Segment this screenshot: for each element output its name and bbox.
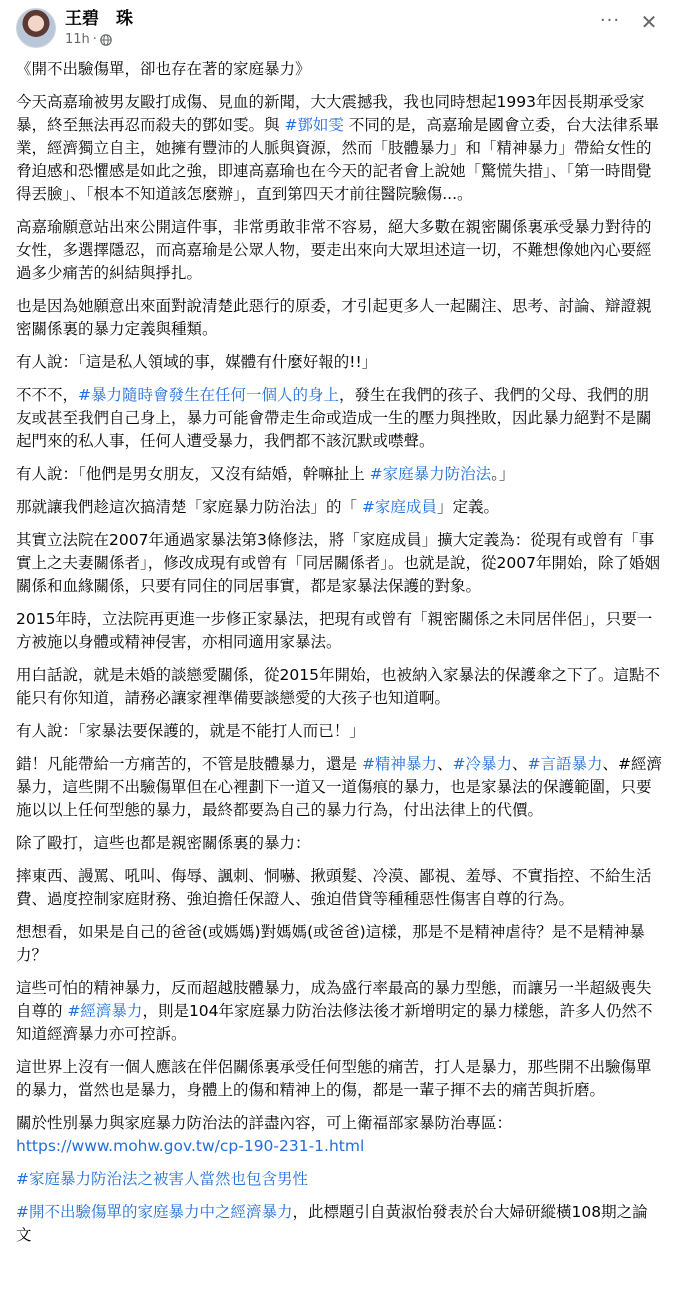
post-text: 。」 xyxy=(491,465,515,483)
author-avatar[interactable] xyxy=(16,8,56,48)
post-paragraph xyxy=(16,58,662,81)
post-text: ，發生在我們的孩子、我們的父母、我們的朋友或甚至我們自己身上，暴力可能會帶走生命或造成一生的壓力與挫敗，因此暴力絕對不是關起門來的私人事，任何人遭受暴力，我們都不該沉默或噤聲。 xyxy=(16,386,652,450)
post-paragraph xyxy=(16,1201,662,1247)
post-text: 高嘉瑜願意站出來公開這件事，非常勇敢非常不容易，絕大多數在親密關係裏承受暴力對待的女性，多選擇隱忍，而高嘉瑜是公眾人物，要走出來向大眾坦述這一切，不難想像她內心要經過多少痛苦的糾結與掙扎。 xyxy=(16,218,652,282)
post-text: 、 xyxy=(436,755,453,773)
post-text: 、 xyxy=(511,755,528,773)
post-text: 不不不， xyxy=(16,386,79,404)
post-text: 那就讓我們趁這次搞清楚「家庭暴力防治法」的「 xyxy=(16,498,362,516)
post-text: 錯！凡能帶給一方痛苦的，不管是肢體暴力，還是 xyxy=(16,755,362,773)
post-paragraph xyxy=(16,1112,662,1158)
hashtag-link[interactable]: #暴力隨時會發生在任何一個人的身上 xyxy=(78,386,340,404)
post-text: 有人說：「家暴法要保護的，就是不能打人而已！」 xyxy=(16,722,365,740)
post-header xyxy=(16,6,660,50)
post-text: 有人說：「這是私人領域的事，媒體有什麼好報的!!」 xyxy=(16,353,378,371)
post-text: 想想看，如果是自己的爸爸(或媽媽)對媽媽(或爸爸)這樣，那是不是精神虐待？是不是精神暴力？ xyxy=(16,923,645,964)
post-paragraph xyxy=(16,608,662,654)
post-text: ，則是104年家庭暴力防治法修法後才新增明定的暴力樣態，許多人仍然不知道經濟暴力亦可控訴。 xyxy=(16,1002,653,1043)
post-paragraph xyxy=(16,529,662,598)
post-paragraph xyxy=(16,463,662,486)
globe-icon[interactable] xyxy=(100,34,112,46)
close-icon[interactable]: ✕ xyxy=(640,10,658,34)
hashtag-link[interactable]: #言語暴力 xyxy=(527,755,603,773)
hashtag-link[interactable]: #經濟暴力 xyxy=(67,1002,143,1020)
hashtag-link[interactable]: #家庭暴力防治法 xyxy=(369,465,492,483)
post-paragraph xyxy=(16,351,662,374)
post-paragraph xyxy=(16,91,662,206)
post-paragraph xyxy=(16,921,662,967)
post-text: 這世界上沒有一個人應該在伴侶關係裏承受任何型態的痛苦，打人是暴力，那些開不出驗傷單的暴力，當然也是暴力，身體上的傷和精神上的傷，都是一輩子揮不去的痛苦與折磨。 xyxy=(16,1058,652,1099)
post-body xyxy=(16,58,662,1257)
post-text: 、#經濟暴力，這些開不出驗傷單但在心裡劃下一道又一道傷痕的暴力，也是家暴法的保護範圍，只要施以以上任何型態的暴力，最終都要為自己的暴力行為，付出法律上的代價。 xyxy=(16,755,662,819)
post-text: 也是因為她願意出來面對說清楚此惡行的原委，才引起更多人一起關注、思考、討論、辯證親密關係裏的暴力定義與種類。 xyxy=(16,297,652,338)
post-paragraph xyxy=(16,832,662,855)
post-paragraph xyxy=(16,295,662,341)
post-text: 」定義。 xyxy=(436,498,499,516)
external-link[interactable]: https://www.mohw.gov.tw/cp-190-231-1.html xyxy=(16,1137,365,1155)
post-text: 用白話說，就是未婚的談戀愛關係，從2015年開始，也被納入家暴法的保護傘之下了。這點不能只有你知道，請務必讓家裡準備要談戀愛的大孩子也知道啊。 xyxy=(16,666,660,707)
hashtag-link[interactable]: #家庭成員 xyxy=(361,498,437,516)
meta-separator: · xyxy=(92,32,97,47)
post-paragraph xyxy=(16,1056,662,1102)
post-paragraph xyxy=(16,384,662,453)
post-paragraph xyxy=(16,496,662,519)
post-paragraph xyxy=(16,753,662,822)
hashtag-link[interactable]: #家庭暴力防治法之被害人當然也包含男性 xyxy=(16,1170,308,1188)
post-text: 有人說：「他們是男女朋友，又沒有結婚，幹嘛扯上 xyxy=(16,465,370,483)
post-text: 其實立法院在2007年通過家暴法第3條修法，將「家庭成員」擴大定義為：從現有或曾有「事實上之夫妻關係者」，修改成現有或曾有「同居關係者」。也就是說，從2007年開始，除了婚姻關係和血緣關係，只要有同住的同居事實，都是家暴法保護的對象。 xyxy=(16,531,660,595)
post-paragraph xyxy=(16,720,662,743)
post-text: 摔東西、謾罵、吼叫、侮辱、諷刺、恫嚇、揪頭髮、冷漠、鄙視、羞辱、不實指控、不給生活費、過度控制家庭財務、強迫擔任保證人、強迫借貸等種種惡性傷害自尊的行為。 xyxy=(16,867,652,908)
post-paragraph xyxy=(16,865,662,911)
post-text: 2015年時，立法院再更進一步修正家暴法，把現有或曾有「親密關係之未同居伴侶」，只要一方被施以身體或精神侵害，亦相同適用家暴法。 xyxy=(16,610,653,651)
post-text: 關於性別暴力與家庭暴力防治法的詳盡內容，可上衛福部家暴防治專區： xyxy=(16,1114,513,1132)
post-text: 這些可怕的精神暴力，反而超越肢體暴力，成為盛行率最高的暴力型態，而讓另一半超級喪失自尊的 xyxy=(16,979,652,1020)
post-text: 不同的是，高嘉瑜是國會立委，台大法律系畢業，經濟獨立自主，她擁有豐沛的人脈與資源，然而「肢體暴力」和「精神暴力」帶給女性的脅迫感和恐懼感是如此之強，即連高嘉瑜也在今天的記者會上說她「驚慌失措」、「第一時間覺得丟臉」、「根本不知道該怎麼辦」，直到第四天才前往醫院驗傷...。 xyxy=(16,116,659,203)
more-options-icon[interactable]: ··· xyxy=(599,10,621,31)
post-timestamp[interactable]: 11h xyxy=(65,32,90,47)
author-name[interactable]: 王碧 珠 xyxy=(65,9,133,29)
post-text: 今天高嘉瑜被男友毆打成傷、見血的新聞，大大震撼我，我也同時想起1993年因長期承受家暴，終至無法再忍而殺夫的鄧如雯。與 xyxy=(16,93,645,134)
hashtag-link[interactable]: #鄧如雯 xyxy=(284,116,344,134)
post-text: 除了毆打，這些也都是親密關係裏的暴力： xyxy=(16,834,311,852)
hashtag-link[interactable]: #開不出驗傷單的家庭暴力中之經濟暴力 xyxy=(16,1203,293,1221)
post-meta xyxy=(65,32,112,48)
post-paragraph xyxy=(16,216,662,285)
post-paragraph xyxy=(16,977,662,1046)
post-paragraph xyxy=(16,664,662,710)
post-text: ，此標題引自黃淑怡發表於台大婦研縱橫108期之論文 xyxy=(16,1203,648,1244)
post-text: 《開不出驗傷單，卻也存在著的家庭暴力》 xyxy=(16,60,311,78)
hashtag-link[interactable]: #精神暴力 xyxy=(361,755,437,773)
post-paragraph xyxy=(16,1168,662,1191)
hashtag-link[interactable]: #冷暴力 xyxy=(452,755,512,773)
